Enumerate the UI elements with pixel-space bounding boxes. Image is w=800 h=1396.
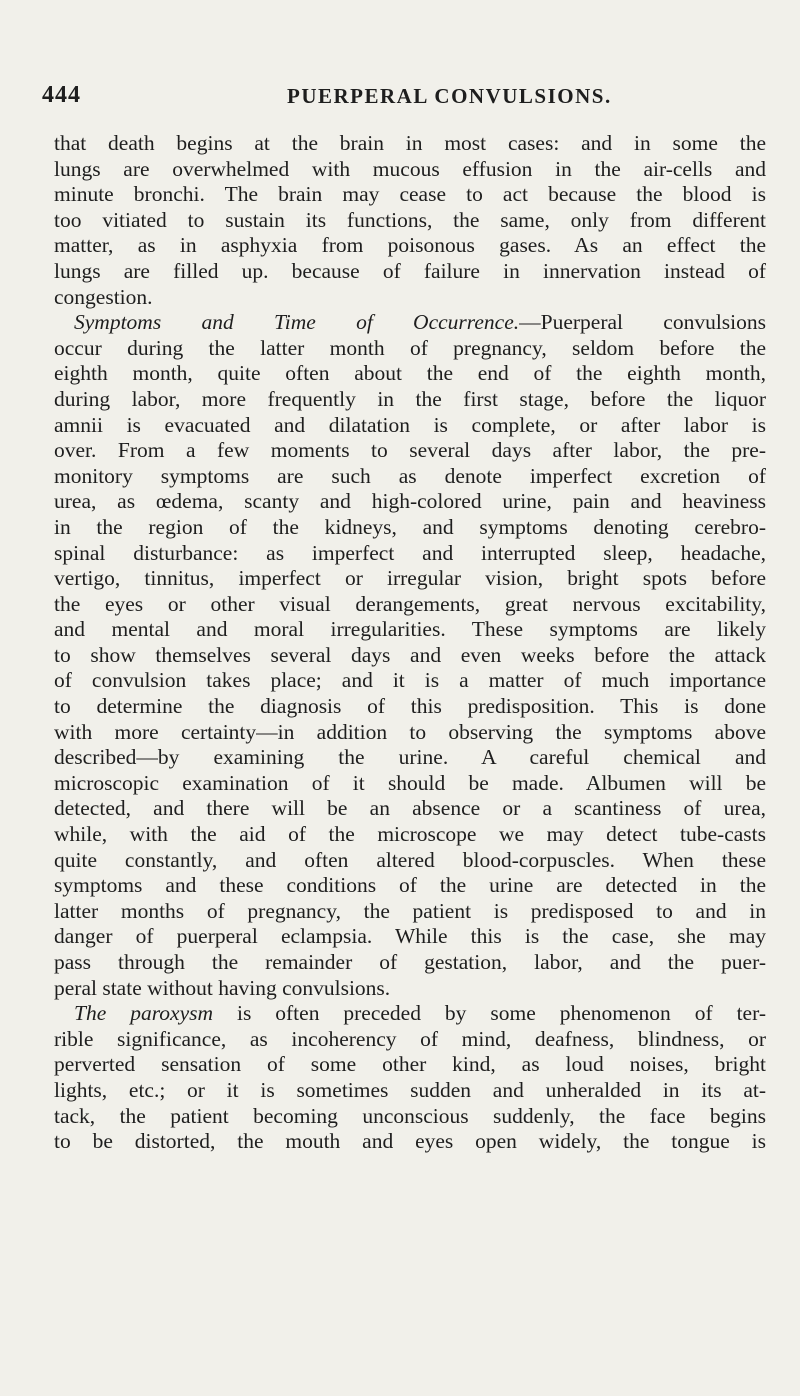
- text-line: that death begins at the brain in most cases: and in some the: [54, 131, 766, 155]
- paragraph: [54, 131, 766, 310]
- text-line: urea, as œdema, scanty and high-colored urine, pain and heaviness: [54, 489, 766, 514]
- text-line: to show themselves several days and even weeks before the attack: [54, 642, 766, 667]
- text-line: with more certainty—in addition to observing the symptoms above: [54, 719, 766, 744]
- text-line: danger of puerperal eclampsia. While this is the case, she may: [54, 924, 766, 949]
- text-line: rible significance, as incoherency of mind, deafness, blindness, or: [54, 1026, 766, 1051]
- section-heading: The paroxysm: [74, 1001, 214, 1026]
- paragraph: [54, 1001, 766, 1155]
- text-line: quite constantly, and often altered blood-corpuscles. When these: [54, 847, 766, 872]
- text-line: pass through the remainder of gestation, labor, and the puer-: [54, 950, 766, 974]
- text-line: and mental and moral irregularities. These symptoms are likely: [54, 617, 766, 642]
- text-line: too vitiated to sustain its functions, the same, only from different: [54, 207, 766, 232]
- text-line: during labor, more frequently in the first stage, before the liquor: [54, 386, 766, 411]
- page-number: 444: [42, 82, 81, 108]
- text-line: [54, 310, 766, 336]
- text-line: spinal disturbance: as imperfect and interrupted sleep, headache,: [54, 540, 766, 565]
- page-header: [42, 82, 764, 116]
- running-head: PUERPERAL CONVULSIONS.: [287, 84, 612, 108]
- text-line: minute bronchi. The brain may cease to act because the blood is: [54, 182, 766, 207]
- section-heading: Symptoms and Time of Occurrence.: [74, 310, 520, 335]
- text-line: lungs are filled up. because of failure in innervation instead of: [54, 258, 766, 283]
- body-text: [54, 131, 766, 1155]
- text-line: amnii is evacuated and dilatation is complete, or after labor is: [54, 412, 766, 437]
- text-line: the eyes or other visual derangements, great nervous excitability,: [54, 591, 766, 616]
- text-line: monitory symptoms are such as denote imperfect excretion of: [54, 463, 766, 488]
- text-line: detected, and there will be an absence or a scantiness of urea,: [54, 796, 766, 821]
- text-line: latter months of pregnancy, the patient is predisposed to and in: [54, 898, 766, 923]
- text-line: of convulsion takes place; and it is a matter of much importance: [54, 668, 766, 693]
- text-line: described—by examining the urine. A careful chemical and: [54, 745, 766, 770]
- text-line: eighth month, quite often about the end of the eighth month,: [54, 361, 766, 386]
- text-line: [54, 1001, 766, 1027]
- text-line: over. From a few moments to several days after labor, the pre-: [54, 438, 766, 463]
- text-line-content: is often preceded by some phenomenon of ter-: [213, 1001, 766, 1026]
- text-line: symptoms and these conditions of the urine are detected in the: [54, 873, 766, 898]
- text-line: microscopic examination of it should be made. Albumen will be: [54, 770, 766, 795]
- text-line: peral state without having convulsions.: [54, 975, 391, 1000]
- text-line: perverted sensation of some other kind, as loud noises, bright: [54, 1052, 766, 1077]
- text-line: to determine the diagnosis of this predisposition. This is done: [54, 694, 766, 719]
- text-line: tack, the patient becoming unconscious suddenly, the face begins: [54, 1103, 766, 1128]
- text-line: congestion.: [54, 284, 153, 309]
- paragraph: [54, 310, 766, 1001]
- text-line: lungs are overwhelmed with mucous effusion in the air-cells and: [54, 156, 766, 181]
- text-line: in the region of the kidneys, and symptoms denoting cerebro-: [54, 514, 766, 539]
- text-line: to be distorted, the mouth and eyes open widely, the tongue is: [54, 1129, 766, 1154]
- text-line: matter, as in asphyxia from poisonous gases. As an effect the: [54, 233, 766, 258]
- text-line: occur during the latter month of pregnancy, seldom before the: [54, 335, 766, 360]
- text-line: lights, etc.; or it is sometimes sudden and unheralded in its at-: [54, 1077, 766, 1102]
- text-line: vertigo, tinnitus, imperfect or irregular vision, bright spots before: [54, 566, 766, 591]
- text-line: while, with the aid of the microscope we may detect tube-casts: [54, 822, 766, 847]
- text-line-content: —Puerperal convulsions: [519, 310, 766, 335]
